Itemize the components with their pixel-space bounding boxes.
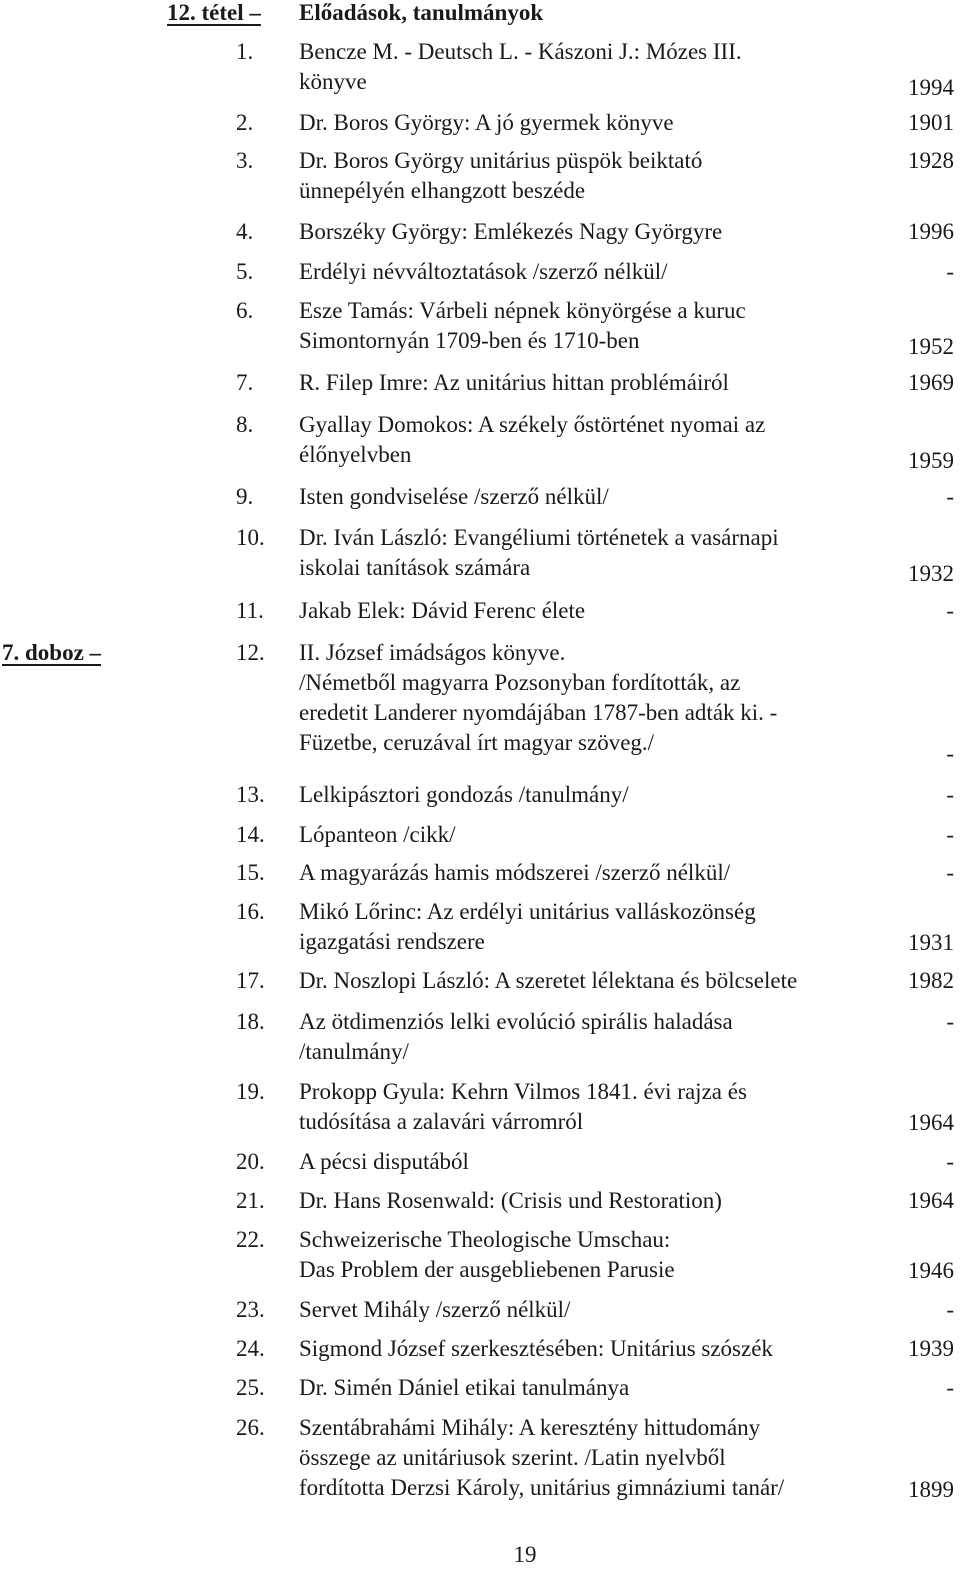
item-year: - bbox=[946, 484, 954, 509]
item-title bbox=[299, 1225, 889, 1285]
item-title bbox=[299, 1334, 889, 1364]
item-number: 8. bbox=[236, 412, 254, 437]
item-number: 9. bbox=[236, 484, 254, 509]
item-year: - bbox=[946, 598, 954, 623]
item-title-line: eredetit Landerer nyomdájában 1787-ben adták ki. - bbox=[299, 700, 778, 725]
item-number: 6. bbox=[236, 298, 254, 323]
item-title-line: Füzetbe, ceruzával írt magyar szöveg./ bbox=[299, 730, 655, 755]
item-title-line: II. József imádságos könyve. bbox=[299, 640, 566, 665]
item-year: - bbox=[946, 1375, 954, 1400]
item-title bbox=[299, 1007, 889, 1067]
item-title bbox=[299, 217, 889, 247]
item-year: 1932 bbox=[908, 561, 954, 586]
item-year: 1928 bbox=[908, 148, 954, 173]
item-title-line: Erdélyi névváltoztatások /szerző nélkül/ bbox=[299, 259, 668, 284]
item-number: 23. bbox=[236, 1297, 265, 1322]
item-number: 22. bbox=[236, 1227, 265, 1252]
item-title bbox=[299, 146, 889, 206]
item-title-line: Isten gondviselése /szerző nélkül/ bbox=[299, 484, 609, 509]
item-title bbox=[299, 1077, 889, 1137]
item-title-line: ünnepélyén elhangzott beszéde bbox=[299, 178, 586, 203]
item-number: 16. bbox=[236, 899, 265, 924]
item-title-line: Borszéky György: Emlékezés Nagy Györgyre bbox=[299, 219, 723, 244]
item-title-line: Dr. Hans Rosenwald: (Crisis und Restoration) bbox=[299, 1188, 722, 1213]
item-title bbox=[299, 108, 889, 138]
item-title bbox=[299, 638, 889, 758]
item-title-line: Prokopp Gyula: Kehrn Vilmos 1841. évi rajza és bbox=[299, 1079, 747, 1104]
item-title-line: R. Filep Imre: Az unitárius hittan problémáiról bbox=[299, 370, 729, 395]
item-year: - bbox=[946, 259, 954, 284]
item-number: 25. bbox=[236, 1375, 265, 1400]
item-number: 26. bbox=[236, 1415, 265, 1440]
item-title bbox=[299, 858, 889, 888]
item-title-line: Bencze M. - Deutsch L. - Kászoni J.: Mózes III. bbox=[299, 39, 742, 64]
item-title-line: Das Problem der ausgebliebenen Parusie bbox=[299, 1257, 675, 1282]
section-label: 12. tétel – bbox=[167, 0, 261, 25]
item-title-line: tudósítása a zalavári várromról bbox=[299, 1109, 584, 1134]
item-title-line: iskolai tanítások számára bbox=[299, 555, 531, 580]
item-year: 1899 bbox=[908, 1477, 954, 1502]
item-title bbox=[299, 1147, 889, 1177]
item-title-line: Dr. Boros György: A jó gyermek könyve bbox=[299, 110, 674, 135]
item-year: 1939 bbox=[908, 1336, 954, 1361]
item-title-line: /Németből magyarra Pozsonyban fordították, az bbox=[299, 670, 741, 695]
item-number: 11. bbox=[236, 598, 264, 623]
item-title-line: Simontornyán 1709-ben és 1710-ben bbox=[299, 328, 640, 353]
item-year: 1959 bbox=[908, 448, 954, 473]
item-year: 1996 bbox=[908, 219, 954, 244]
item-year: - bbox=[946, 1149, 954, 1174]
item-year: - bbox=[946, 741, 954, 766]
item-number: 15. bbox=[236, 860, 265, 885]
item-title-line: Esze Tamás: Várbeli népnek könyörgése a kuruc bbox=[299, 298, 746, 323]
item-year: 1964 bbox=[908, 1188, 954, 1213]
item-number: 13. bbox=[236, 782, 265, 807]
item-title bbox=[299, 37, 889, 97]
item-title-line: Dr. Simén Dániel etikai tanulmánya bbox=[299, 1375, 630, 1400]
item-number: 4. bbox=[236, 219, 254, 244]
item-year: 1982 bbox=[908, 968, 954, 993]
item-title-line: könyve bbox=[299, 69, 367, 94]
item-year: 1946 bbox=[908, 1258, 954, 1283]
item-title bbox=[299, 1373, 889, 1403]
item-number: 7. bbox=[236, 370, 254, 395]
item-number: 3. bbox=[236, 148, 254, 173]
item-title-line: Dr. Boros György unitárius püspök beiktató bbox=[299, 148, 703, 173]
item-year: 1994 bbox=[908, 75, 954, 100]
item-title-line: Servet Mihály /szerző nélkül/ bbox=[299, 1297, 571, 1322]
item-year: - bbox=[946, 860, 954, 885]
item-year: - bbox=[946, 782, 954, 807]
item-title-line: Lelkipásztori gondozás /tanulmány/ bbox=[299, 782, 629, 807]
item-title bbox=[299, 820, 889, 850]
item-title bbox=[299, 897, 889, 957]
section-title: Előadások, tanulmányok bbox=[299, 0, 544, 25]
item-number: 14. bbox=[236, 822, 265, 847]
item-title bbox=[299, 966, 889, 996]
box-label: 7. doboz – bbox=[2, 640, 102, 665]
item-title bbox=[299, 1413, 889, 1503]
item-number: 21. bbox=[236, 1188, 265, 1213]
item-year: - bbox=[946, 1009, 954, 1034]
item-title-line: Mikó Lőrinc: Az erdélyi unitárius valláskozönség bbox=[299, 899, 756, 924]
item-title bbox=[299, 368, 889, 398]
item-title-line: fordította Derzsi Károly, unitárius gimnáziumi tanár/ bbox=[299, 1475, 785, 1500]
item-number: 1. bbox=[236, 39, 254, 64]
item-number: 20. bbox=[236, 1149, 265, 1174]
page-number: 19 bbox=[513, 1542, 537, 1567]
item-title bbox=[299, 780, 889, 810]
item-title-line: Lópanteon /cikk/ bbox=[299, 822, 456, 847]
item-title bbox=[299, 410, 889, 470]
item-number: 12. bbox=[236, 640, 265, 665]
item-title-line: Az ötdimenziós lelki evolúció spirális haladása bbox=[299, 1009, 733, 1034]
item-title-line: Dr. Iván László: Evangéliumi történetek a vasárnapi bbox=[299, 525, 779, 550]
item-year: 1952 bbox=[908, 334, 954, 359]
item-title-line: Schweizerische Theologische Umschau: bbox=[299, 1227, 671, 1252]
item-title-line: A pécsi disputából bbox=[299, 1149, 469, 1174]
item-number: 2. bbox=[236, 110, 254, 135]
item-year: 1901 bbox=[908, 110, 954, 135]
item-title bbox=[299, 523, 889, 583]
item-title-line: igazgatási rendszere bbox=[299, 929, 485, 954]
item-number: 19. bbox=[236, 1079, 265, 1104]
item-title bbox=[299, 596, 889, 626]
item-year: 1969 bbox=[908, 370, 954, 395]
item-number: 24. bbox=[236, 1336, 265, 1361]
item-title-line: Szentábrahámi Mihály: A keresztény hittudomány bbox=[299, 1415, 761, 1440]
item-title-line: élőnyelvben bbox=[299, 442, 412, 467]
item-number: 17. bbox=[236, 968, 265, 993]
item-year: 1964 bbox=[908, 1110, 954, 1135]
item-year: - bbox=[946, 1297, 954, 1322]
item-title-line: A magyarázás hamis módszerei /szerző nélkül/ bbox=[299, 860, 731, 885]
item-title-line: /tanulmány/ bbox=[299, 1039, 409, 1064]
item-title bbox=[299, 1295, 889, 1325]
item-title-line: összege az unitáriusok szerint. /Latin nyelvből bbox=[299, 1445, 726, 1470]
item-title bbox=[299, 1186, 889, 1216]
item-title bbox=[299, 482, 889, 512]
item-year: 1931 bbox=[908, 930, 954, 955]
item-title-line: Gyallay Domokos: A székely őstörténet nyomai az bbox=[299, 412, 766, 437]
item-number: 5. bbox=[236, 259, 254, 284]
item-title-line: Dr. Noszlopi László: A szeretet lélektana és bölcselete bbox=[299, 968, 798, 993]
item-title-line: Sigmond József szerkesztésében: Unitárius szószék bbox=[299, 1336, 773, 1361]
item-number: 10. bbox=[236, 525, 265, 550]
item-number: 18. bbox=[236, 1009, 265, 1034]
item-year: - bbox=[946, 822, 954, 847]
item-title bbox=[299, 257, 889, 287]
item-title bbox=[299, 296, 889, 356]
item-title-line: Jakab Elek: Dávid Ferenc élete bbox=[299, 598, 586, 623]
